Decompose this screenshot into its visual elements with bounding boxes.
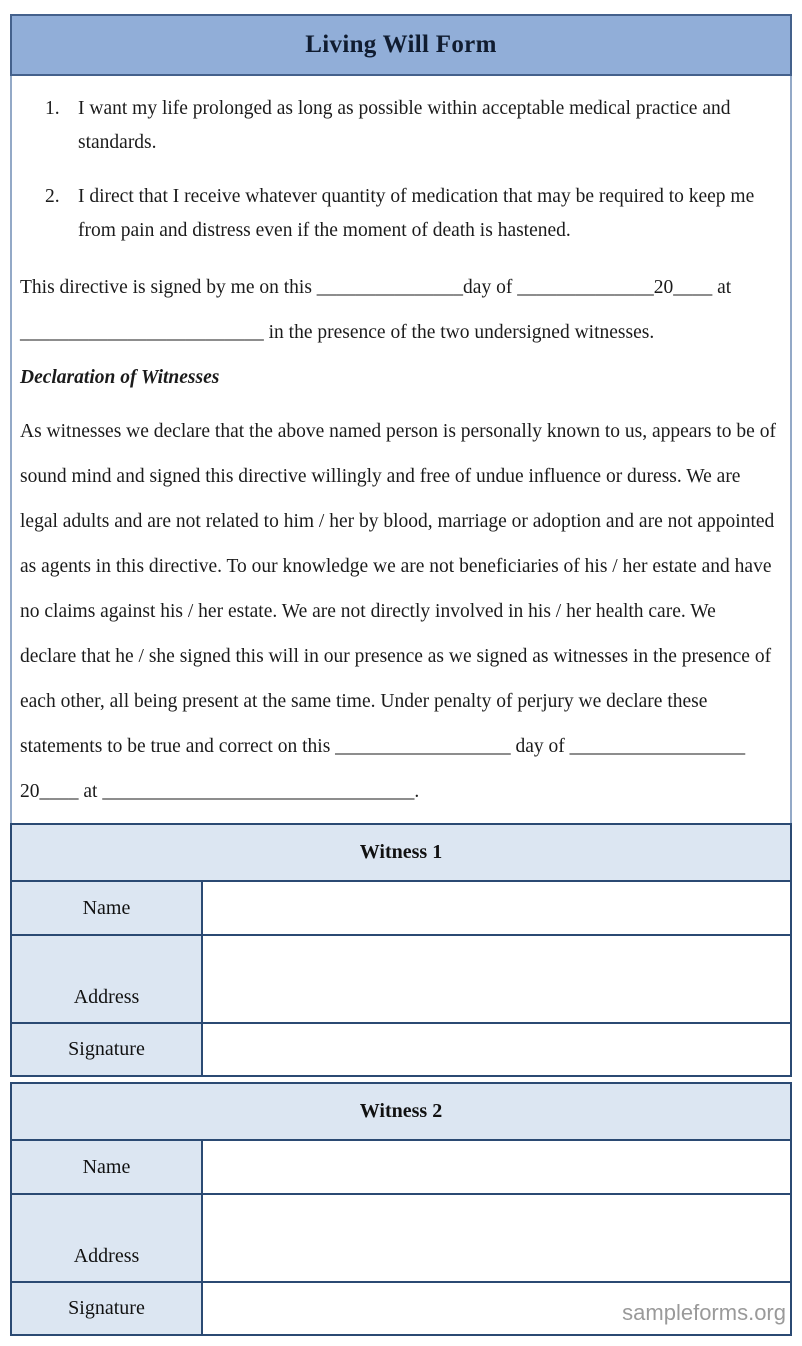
form-body [10, 76, 792, 823]
watermark: sampleforms.org [622, 1300, 786, 1325]
form-title: Living Will Form [305, 31, 497, 58]
witness-1-header: Witness 1 [12, 825, 790, 880]
witness-1-signature-row [12, 1022, 790, 1075]
signing-clause-line: This directive is signed by me on this _______________day of ______________20____ at [20, 277, 732, 298]
declaration-text-line: 20____ at ________________________________. [20, 781, 420, 802]
directive-text-line: from pain and distress even if the moment of death is hastened. [78, 219, 571, 241]
declaration-text-line: statements to be true and correct on this __________________ day of __________________ [20, 736, 746, 757]
witness-2-signature-label: Signature [12, 1283, 203, 1334]
witness-1-name-label: Name [12, 882, 203, 934]
witness-1-table [10, 823, 792, 1077]
directive-text-line: I direct that I receive whatever quantity of medication that may be required to keep me [78, 186, 755, 207]
witness-2-name-label: Name [12, 1141, 203, 1193]
witness-2-name-field[interactable] [203, 1141, 790, 1193]
directive-item-2 [20, 180, 782, 247]
list-number: 2. [45, 186, 60, 207]
declaration-text-line: declare that he / she signed this will in our presence as we signed as witnesses in the presence of [20, 646, 772, 667]
directive-text-line: I want my life prolonged as long as possible within acceptable medical practice and [78, 98, 731, 119]
directive-item-1 [20, 92, 782, 159]
directive-text-line: standards. [78, 131, 157, 153]
declaration-text-line: sound mind and signed this directive willingly and free of undue influence or duress. We are [20, 466, 741, 487]
witness-2-table [10, 1082, 792, 1336]
signing-clause-line: _________________________ in the presence of the two undersigned witnesses. [20, 322, 655, 343]
witness-2-address-row [12, 1193, 790, 1281]
declaration-text-line: legal adults and are not related to him / her by blood, marriage or adoption and are not appointed [20, 511, 775, 532]
witness-2-address-label: Address [12, 1195, 203, 1281]
witness-1-name-row [12, 880, 790, 934]
witness-1-address-label: Address [12, 936, 203, 1022]
directive-text [78, 92, 782, 159]
declaration-heading: Declaration of Witnesses [20, 367, 220, 388]
witness-2-name-row [12, 1139, 790, 1193]
declaration-text-line: no claims against his / her estate. We are not directly involved in his / her health care. We [20, 601, 716, 622]
declaration-paragraph [20, 409, 782, 814]
witness-1-signature-label: Signature [12, 1024, 203, 1075]
witness-1-address-row [12, 934, 790, 1022]
form-title-bar [10, 14, 792, 76]
declaration-text-line: each other, all being present at the same time. Under penalty of perjury we declare these [20, 691, 708, 712]
witness-2-header: Witness 2 [12, 1084, 790, 1139]
directive-text [78, 180, 782, 247]
witness-1-signature-field[interactable] [203, 1024, 790, 1075]
witness-2-address-field[interactable] [203, 1195, 790, 1281]
witness-1-address-field[interactable] [203, 936, 790, 1022]
declaration-text-line: as agents in this directive. To our knowledge we are not beneficiaries of his / her estate and have [20, 556, 772, 577]
list-number: 1. [45, 98, 60, 119]
declaration-text-line: As witnesses we declare that the above named person is personally known to us, appears to be of [20, 421, 776, 442]
signing-clause [20, 265, 782, 355]
witness-1-name-field[interactable] [203, 882, 790, 934]
